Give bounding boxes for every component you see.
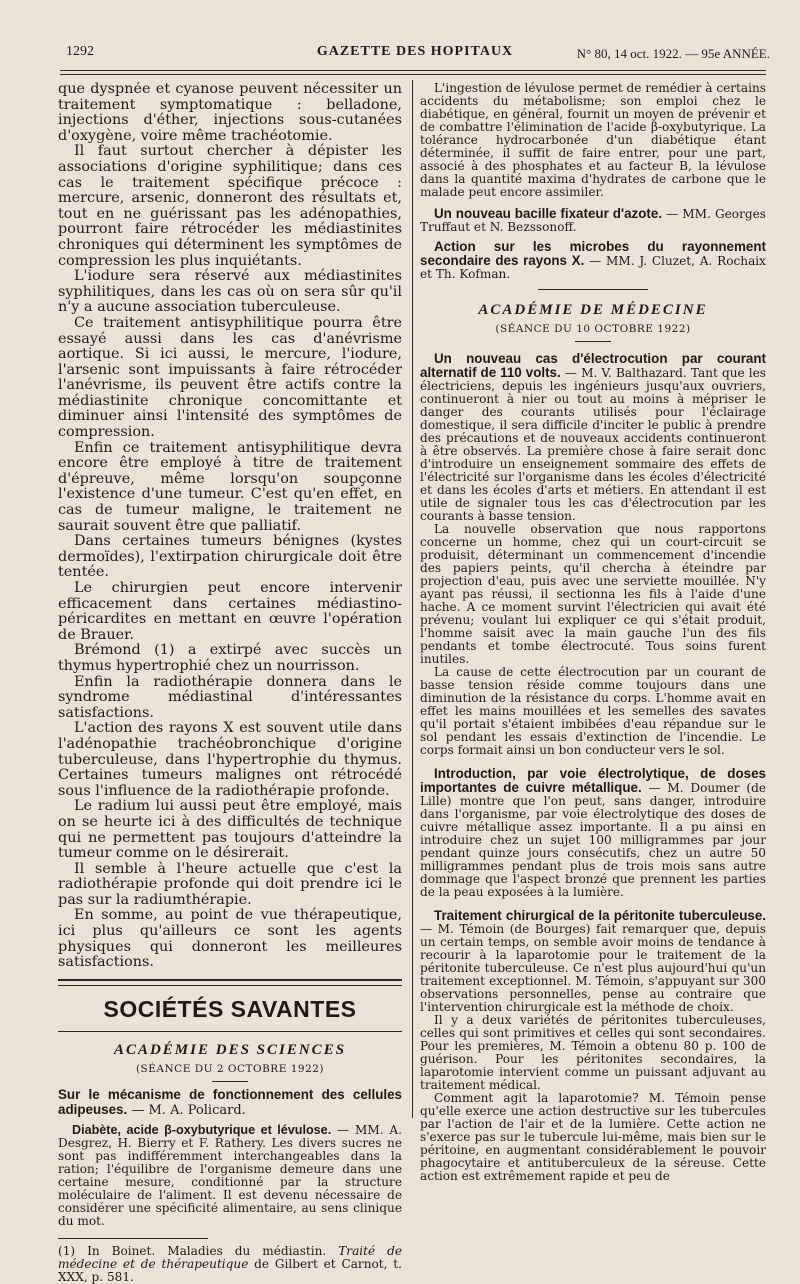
session-date: (SÉANCE DU 2 OCTOBRE 1922): [135, 1062, 325, 1075]
communication: [58, 1124, 402, 1228]
communication-text: — M. Témoin (de Bourges) fait remarquer que, depuis un certain temps, on semble avoir moins de tendance à recourir à la laparotomie pour le traitement de la péritonite tuberculeuse. Ce n'est plus aujourd'hui qu'un traitement exceptionnel. M. Témoin, s'appuyant sur 300 observations personnelles, pense au contraire que l'intervention chirurgicale est la méthode de choix.: [420, 922, 766, 1014]
communication-title: Diabète, acide β-oxybutyrique et lévulose.: [72, 1122, 332, 1137]
left-column: [58, 82, 402, 1284]
paragraph: Enfin la radiothérapie donnera dans le syndrome médiastinal d'intéressantes satisfactions.: [58, 673, 402, 721]
page-header: [60, 42, 770, 68]
communication-title: Sur le mécanisme de fonctionnement des cellules adipeuses.: [58, 1086, 402, 1117]
paragraph: Le radium lui aussi peut être employé, mais on se heurte ici à des difficultés de technique qui ne permettent pas toujours d'atteindre la tumeur comme on le désirerait.: [58, 798, 402, 862]
communication-author: — MM. Georges Truffaut et N. Bezssonoff.: [420, 207, 766, 234]
communication: [420, 352, 766, 523]
paragraph: L'ingestion de lévulose permet de remédier à certains accidents du métabolisme; son emploi chez le diabétique, en général, fournit un moyen de prévenir et de combattre l'élimination de l'acide β-oxybutyrique. La tolérance hydrocarbonée d'un diabétique étant déterminée, il suffit de faire entrer, pour une part, associé à des phosphates et au facteur B, la lévulose dans la quantité maxima d'hydrates de carbone que le malade peut encore assimiler.: [420, 82, 766, 199]
divider-rule: [538, 289, 648, 290]
short-rule: [212, 1081, 248, 1082]
section-rule-thin: [58, 985, 402, 986]
footnote: [58, 1245, 402, 1284]
communication: [420, 207, 766, 234]
communication-title: Un nouveau cas d'électrocution par courant alternatif de 110 volts.: [420, 351, 766, 380]
section-title: SOCIÉTÉS SAVANTES: [103, 995, 357, 1022]
communication: [420, 767, 766, 899]
footnote-text: de Gilbert et Carnot, t. XXX, p. 581.: [58, 1256, 402, 1284]
academy-heading: ACADÉMIE DES SCIENCES: [113, 1041, 347, 1058]
communication-text: — M. Doumer (de Lille) montre que l'on peut, sans danger, introduire dans l'organisme, par voie électrolytique des doses de cuivre métallique assez importante. Il a pu ainsi en introduire chez un sujet 100 milligrammes par jour pendant quinze jours consécutifs, chez un autre 50 milligrammes pendant plus de trois mois sans autre dommage que l'aspect bronzé que prennent les parties de la peau exposées à la lumière.: [420, 781, 766, 899]
communication-title: Traitement chirurgical de la péritonite tuberculeuse.: [434, 908, 766, 923]
short-rule: [575, 341, 611, 342]
right-column: [420, 82, 766, 1183]
paragraph: Enfin ce traitement antisyphilitique devra encore être employé à titre de traitement d'épreuve, même lorsqu'on soupçonne l'existence d'une tumeur. C'est qu'en effet, en cas de tumeur maligne, le traitement ne saurait souvent être que palliatif.: [58, 439, 402, 534]
paragraph: Brémond (1) a extirpé avec succès un thymus hypertrophié chez un nourrisson.: [58, 642, 402, 674]
paragraph: Ce traitement antisyphilitique pourra être essayé aussi dans les cas d'anévrisme aortique. Si ici aussi, le mercure, l'iodure, l'arsenic sont impuissants à faire rétrocéder l'anévrisme, ils peuvent être actifs contre la médiastinite chronique concomittante et diminuer ainsi l'intensité des symptômes de compression.: [58, 314, 402, 441]
header-rule: [60, 70, 766, 71]
paragraph: Il faut surtout chercher à dépister les associations d'origine syphilitique; dans ces cas le traitement spécifique précoce : mercure, arsenic, donneront des résultats et, tout en ne guérissant pas les adénopathies, pourront faire rétrocéder les médiastinites chroniques qui déterminent les symptômes de compression les plus inquiétants.: [58, 143, 402, 269]
communication-text: Les divers sucres ne sont pas indifféremment interchangeables dans la ration; l'équilibre de l'organisme demeure dans une certaine mesure, conditionné par la structure moléculaire de l'aliment. Il est devenu nécessaire de considérer une spécificité alimentaire, au sens clinique du mot.: [58, 1135, 402, 1228]
paragraph: En somme, au point de vue thérapeutique, ici plus qu'ailleurs ce sont les agents physiques qui donneront les meilleures satisfactions.: [58, 907, 402, 971]
communication-author: — MM. J. Cluzet, A. Rochaix et Th. Kofman.: [420, 254, 766, 281]
journal-title: GAZETTE DES HOPITAUX: [316, 44, 514, 59]
column-divider: [412, 80, 413, 1118]
paragraph: L'action des rayons X est souvent utile dans l'adénopathie trachéobronchique d'origine tuberculeuse, dans l'hypertrophie du thymus. Certaines tumeurs malignes ont rétrocédé sous l'influence de la radiothérapie profonde.: [58, 720, 402, 799]
paragraph: Comment agit la laparotomie? M. Témoin pense qu'elle exerce une action destructive sur les tubercules par l'action de l'air et de la lumière. Cette action ne s'exerce pas sur le tubercule lui-même, mais bien sur le péritoine, en augmentant considérablement le pouvoir phagocytaire et antituberculeux de la séreuse. Cette action est extrêmement rapide et peu de: [420, 1091, 766, 1183]
page-number: 1292: [66, 44, 94, 59]
paragraph: L'iodure sera réservé aux médiastinites syphilitiques, dans les cas où on sera sûr qu'il n'y a aucune association tuberculeuse.: [58, 268, 402, 316]
header-rule-2: [60, 74, 766, 75]
paragraph: La nouvelle observation que nous rapportons concerne un homme, chez qui un court-circuit se produisit, déterminant un commencement d'incendie des papiers peints, qu'il chercha à éteindre par projection d'eau, puis avec une serviette mouillée. N'y ayant pas réussi, il sectionna les fils à l'aide d'une hache. A ce moment survint l'électricien qui avait été prévenu; voulant lui expliquer ce qui s'était produit, l'homme saisit avec la main gauche l'un des fils pendants et tombe électrocuté. Tous soins furent inutiles.: [420, 522, 766, 666]
communication-author: — M. A. Policard.: [131, 1102, 246, 1118]
footnote-italic: Traité de médecine et de thérapeutique: [58, 1243, 402, 1271]
paragraph: Dans certaines tumeurs bénignes (kystes dermoïdes), l'extirpation chirurgicale doit être tentée.: [58, 533, 402, 581]
session-date: (SÉANCE DU 10 OCTOBRE 1922): [495, 323, 691, 335]
paragraph: La cause de cette électrocution par un courant de basse tension réside comme toujours dans une diminution de la résistance du corps. L'homme avait en effet les mains mouillées et les semelles des savates qu'il portait s'étaient imbibées d'eau répandue sur le sol pendant les essais d'extinction de l'incendie. Le corps formait ainsi un bon conducteur vers le sol.: [420, 665, 766, 757]
communication: [420, 909, 766, 1014]
paragraph: Il y a deux variétés de péritonites tuberculeuses, celles qui sont primitives et celles qui sont secondaires. Pour les premières, M. Témoin a obtenu 80 p. 100 de guérison. Pour les péritonites secondaires, la laparotomie intervient comme un puissant adjuvant au traitement médical.: [420, 1013, 766, 1092]
issue-info: N° 80, 14 oct. 1922. — 95e ANNÉE.: [576, 46, 770, 61]
communication: [58, 1088, 402, 1118]
communication-title: Introduction, par voie électrolytique, de doses importantes de cuivre métallique.: [420, 766, 766, 795]
communication-author: — MM. A. Desgrez, H. Bierry et F. Rathery.: [58, 1122, 402, 1150]
paragraph: Le chirurgien peut encore intervenir efficacement dans certaines médiastino-péricardites en mettant en œuvre l'opération de Brauer.: [58, 580, 402, 643]
communication: [420, 240, 766, 281]
footnote-text: (1) In Boinet. Maladies du médiastin.: [58, 1243, 327, 1258]
paragraph: que dyspnée et cyanose peuvent nécessiter un traitement symptomatique : belladone, injections d'éther, injections sous-cutanées d'oxygène, voire même trachéotomie.: [58, 82, 402, 144]
academy-heading: ACADÉMIE DE MÉDECINE: [478, 302, 708, 318]
paragraph: Il semble à l'heure actuelle que c'est la radiothérapie profonde qui doit prendre ici le pas sur la radiumthérapie.: [58, 860, 402, 908]
communication-title: Action sur les microbes du rayonnement secondaire des rayons X.: [420, 239, 766, 268]
communication-title: Un nouveau bacille fixateur d'azote.: [434, 206, 663, 221]
communication-text: — M. V. Balthazard. Tant que les électriciens, depuis les ingénieurs jusqu'aux ouvriers, continueront à nier ou tout au moins à mépriser le danger des courants utilisés pour l'éclairage domestique, il sera difficile d'inciter le public à prendre des précautions et de nouveaux accidents continueront à être observés. La première chose à faire serait donc d'introduire un enseignement sommaire des effets de l'électricité sur l'organisme dans les écoles d'électricité et dans les écoles d'arts et métiers. En attendant il est utile de signaler tous les cas d'électrocution par les courants à basse tension.: [420, 366, 766, 523]
